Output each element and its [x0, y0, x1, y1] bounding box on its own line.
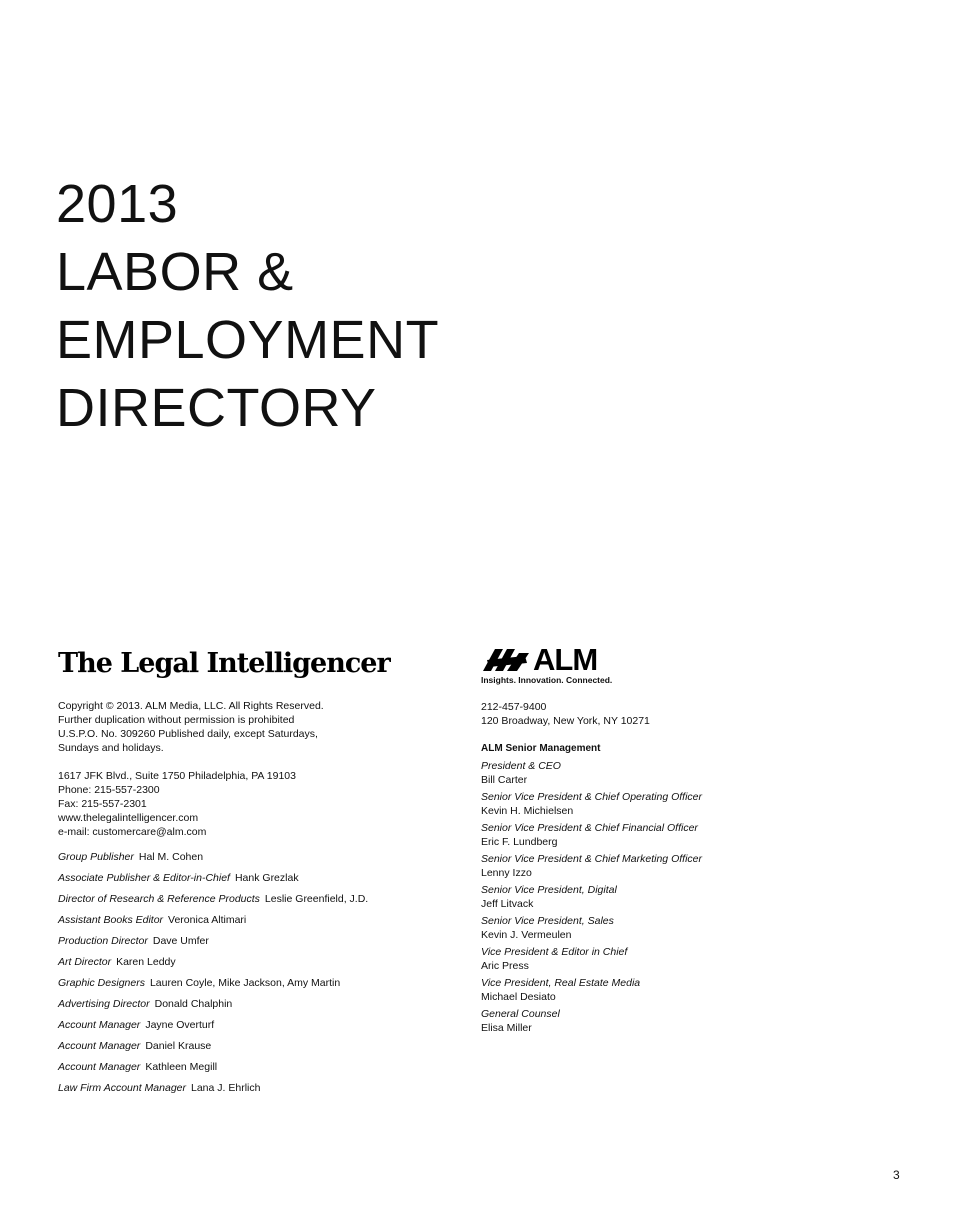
list-item	[58, 1018, 438, 1032]
staff-role: Assistant Books Editor	[58, 914, 164, 926]
alm-contact	[481, 700, 881, 728]
website-link[interactable]: www.thelegalintelligencer.com	[58, 812, 199, 824]
list-item	[58, 1039, 438, 1053]
staff-role: Account Manager	[58, 1061, 141, 1073]
title-line-employment: EMPLOYMENT	[56, 310, 440, 370]
executive-title: Vice President, Real Estate Media	[481, 977, 641, 989]
list-item	[481, 821, 881, 849]
executive-name: Michael Desiato	[481, 991, 556, 1003]
page-number: 3	[893, 1168, 900, 1182]
copyright-line: Further duplication without permission is prohibited	[58, 714, 295, 726]
staff-role: Law Firm Account Manager	[58, 1082, 186, 1094]
executive-title: Senior Vice President & Chief Operating Officer	[481, 791, 702, 803]
staff-name: Hank Grezlak	[234, 872, 299, 884]
executive-title: Senior Vice President, Sales	[481, 915, 614, 927]
staff-name: Lauren Coyle, Mike Jackson, Amy Martin	[149, 977, 341, 989]
list-item	[58, 1060, 438, 1074]
staff-role: Account Manager	[58, 1040, 141, 1052]
title-line-year: 2013	[56, 174, 179, 234]
copyright-line: Sundays and holidays.	[58, 742, 164, 754]
executive-title: Senior Vice President, Digital	[481, 884, 617, 896]
alm-logo	[481, 642, 881, 689]
executive-name: Kevin H. Michielsen	[481, 805, 574, 817]
staff-name: Donald Chalphin	[154, 998, 233, 1010]
executive-title: Vice President & Editor in Chief	[481, 946, 628, 958]
executive-title: General Counsel	[481, 1008, 560, 1020]
alm-mark-icon	[481, 645, 531, 675]
copyright-line: U.S.P.O. No. 309260 Published daily, except Saturdays,	[58, 728, 318, 740]
list-item	[481, 852, 881, 880]
executive-name: Eric F. Lundberg	[481, 836, 558, 848]
staff-role: Associate Publisher & Editor-in-Chief	[58, 872, 230, 884]
executive-name: Aric Press	[481, 960, 529, 972]
title-line-labor: LABOR &	[56, 242, 294, 302]
address-line: 1617 JFK Blvd., Suite 1750 Philadelphia, PA 19103	[58, 770, 296, 782]
contact-block	[58, 769, 438, 839]
alm-phone: 212-457-9400	[481, 701, 547, 713]
executive-name: Lenny Izzo	[481, 867, 532, 879]
list-item	[58, 871, 438, 885]
list-item	[481, 976, 881, 1004]
list-item	[481, 945, 881, 973]
staff-name: Lana J. Ehrlich	[191, 1082, 261, 1094]
staff-name: Veronica Altimari	[168, 914, 247, 926]
staff-name: Hal M. Cohen	[138, 851, 204, 863]
staff-role: Director of Research & Reference Products	[58, 893, 260, 905]
alm-address: 120 Broadway, New York, NY 10271	[481, 715, 650, 727]
staff-name: Leslie Greenfield, J.D.	[264, 893, 369, 905]
executive-name: Jeff Litvack	[481, 898, 534, 910]
staff-role: Art Director	[58, 956, 112, 968]
executive-title: Senior Vice President & Chief Marketing Officer	[481, 853, 702, 865]
copyright-notice	[58, 699, 438, 755]
alm-wordmark: ALM	[533, 642, 598, 677]
list-item	[481, 790, 881, 818]
list-item	[481, 883, 881, 911]
copyright-line: Copyright © 2013. ALM Media, LLC. All Rights Reserved.	[58, 700, 324, 712]
publication-info-column	[58, 645, 438, 1102]
fax-line: Fax: 215-557-2301	[58, 798, 147, 810]
list-item	[58, 913, 438, 927]
alm-info-column	[481, 642, 881, 1038]
executive-name: Elisa Miller	[481, 1022, 532, 1034]
staff-name: Dave Umfer	[152, 935, 209, 947]
staff-role: Production Director	[58, 935, 148, 947]
executive-name: Kevin J. Vermeulen	[481, 929, 572, 941]
list-item	[58, 850, 438, 864]
list-item	[58, 934, 438, 948]
legal-intelligencer-masthead: The Legal Intelligencer	[58, 648, 390, 679]
executive-title: President & CEO	[481, 760, 561, 772]
phone-line: Phone: 215-557-2300	[58, 784, 160, 796]
staff-name: Daniel Krause	[145, 1040, 212, 1052]
list-item	[58, 997, 438, 1011]
executive-list	[481, 759, 881, 1035]
management-heading: ALM Senior Management	[481, 743, 601, 754]
list-item	[58, 976, 438, 990]
staff-role: Group Publisher	[58, 851, 134, 863]
list-item	[481, 759, 881, 787]
directory-title	[56, 170, 439, 442]
executive-name: Bill Carter	[481, 774, 528, 786]
staff-name: Karen Leddy	[116, 956, 176, 968]
list-item	[58, 955, 438, 969]
list-item	[58, 1081, 438, 1095]
title-line-directory: DIRECTORY	[56, 378, 377, 438]
staff-name: Jayne Overturf	[145, 1019, 215, 1031]
list-item	[481, 1007, 881, 1035]
executive-title: Senior Vice President & Chief Financial Officer	[481, 822, 698, 834]
staff-name: Kathleen Megill	[145, 1061, 218, 1073]
alm-tagline: Insights. Innovation. Connected.	[481, 675, 613, 685]
email-link[interactable]: e-mail: customercare@alm.com	[58, 826, 207, 838]
staff-list	[58, 850, 438, 1095]
staff-role: Graphic Designers	[58, 977, 145, 989]
staff-role: Advertising Director	[58, 998, 150, 1010]
staff-role: Account Manager	[58, 1019, 141, 1031]
list-item	[58, 892, 438, 906]
list-item	[481, 914, 881, 942]
